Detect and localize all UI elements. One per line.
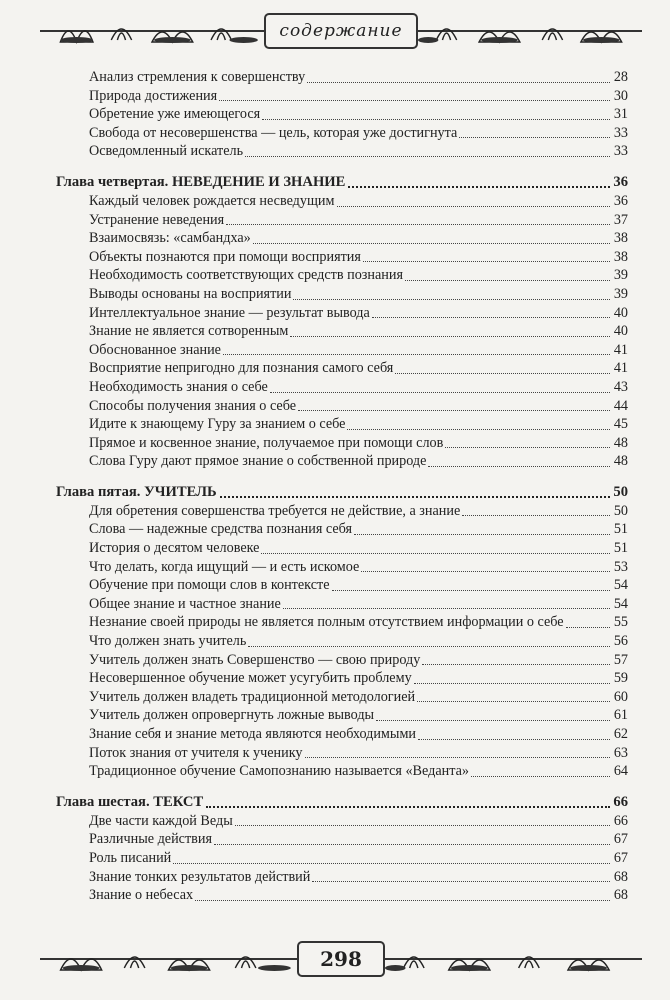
toc-entry: [56, 192, 628, 211]
leader-dots: [348, 186, 610, 188]
toc-entry: [56, 632, 628, 651]
leader-dots: [270, 392, 610, 393]
toc-entry-page: 33: [613, 143, 628, 160]
toc-entry: [56, 539, 628, 558]
toc-entry-label: Учитель должен владеть традиционной методологией: [89, 688, 416, 705]
toc-section: [56, 793, 628, 905]
toc-entry: [56, 762, 628, 781]
toc-entry: [56, 849, 628, 868]
toc-entry: [56, 87, 628, 106]
leader-dots: [307, 82, 610, 83]
toc-entry-label: Осведомленный искатель: [89, 143, 244, 160]
leader-dots: [566, 627, 610, 628]
toc-entry-label: Природа достижения: [89, 87, 218, 104]
leader-dots: [332, 590, 610, 591]
chapter-title: Глава шестая. ТЕКСТ: [56, 793, 204, 810]
toc-entry-page: 67: [613, 849, 628, 866]
toc-entry-page: 63: [613, 744, 628, 761]
chapter-heading: [56, 173, 628, 192]
lotus-ornament-icon: [418, 14, 642, 48]
leader-dots: [214, 844, 610, 845]
toc-entry-label: Роль писаний: [89, 849, 172, 866]
toc-entry: [56, 397, 628, 416]
toc-entry-label: Прямое и косвенное знание, получаемое при помощи слов: [89, 434, 444, 451]
toc-entry-label: Анализ стремления к совершенству: [89, 69, 306, 85]
toc-entry-label: Слова Гуру дают прямое знание о собственной природе: [89, 453, 427, 470]
chapter-page: 36: [613, 173, 628, 190]
toc-entry-label: Знание тонких результатов действий: [89, 868, 311, 885]
chapter-page: 66: [613, 793, 628, 810]
toc-entry: [56, 651, 628, 670]
toc-entry: [56, 68, 628, 87]
toc-entry: [56, 142, 628, 161]
toc-entry-page: 67: [613, 831, 628, 848]
toc-entry-label: Обретение уже имеющегося: [89, 106, 261, 123]
toc-entry: [56, 266, 628, 285]
leader-dots: [262, 119, 610, 120]
toc-entry-page: 45: [613, 416, 628, 433]
toc-entry-page: 41: [613, 360, 628, 377]
chapter-title: Глава четвертая. НЕВЕДЕНИЕ И ЗНАНИЕ: [56, 173, 346, 190]
toc-entry-page: 37: [613, 211, 628, 228]
table-of-contents: [56, 68, 628, 905]
toc-entry-page: 33: [613, 124, 628, 141]
toc-entry-page: 28: [613, 69, 628, 85]
toc-entry: [56, 434, 628, 453]
toc-entry-label: Обоснованное знание: [89, 341, 221, 358]
toc-entry-page: 38: [613, 230, 628, 247]
leader-dots: [195, 900, 610, 901]
toc-section: [56, 173, 628, 471]
leader-dots: [235, 825, 610, 826]
toc-entry-label: Знание не является сотворенным: [89, 323, 289, 340]
toc-entry: [56, 830, 628, 849]
toc-entry-page: 56: [613, 633, 628, 650]
toc-entry-page: 59: [613, 670, 628, 687]
toc-entry: [56, 886, 628, 905]
toc-entry-page: 53: [613, 558, 628, 575]
toc-entry-page: 54: [613, 577, 628, 594]
toc-entry: [56, 520, 628, 539]
toc-entry-page: 51: [613, 521, 628, 538]
toc-entry-label: Идите к знающему Гуру за знанием о себе: [89, 416, 346, 433]
toc-entry-page: 39: [613, 267, 628, 284]
chapter-heading: [56, 793, 628, 812]
toc-section: [56, 68, 628, 161]
toc-entry-page: 55: [613, 614, 628, 631]
toc-entry-page: 54: [613, 595, 628, 612]
toc-entry: [56, 502, 628, 521]
toc-entry-page: 51: [613, 540, 628, 557]
toc-entry-label: Выводы основаны на восприятии: [89, 285, 292, 302]
leader-dots: [293, 299, 610, 300]
leader-dots: [312, 881, 610, 882]
toc-entry-label: Общее знание и частное знание: [89, 595, 281, 612]
leader-dots: [223, 354, 610, 355]
toc-entry-page: 57: [613, 651, 628, 668]
toc-entry-label: Две части каждой Веды: [89, 812, 233, 829]
toc-entry: [56, 725, 628, 744]
toc-entry-label: Что делать, когда ищущий — и есть искомое: [89, 558, 360, 575]
toc-entry-label: Знание себя и знание метода являются необходимыми: [89, 726, 417, 742]
toc-entry: [56, 706, 628, 725]
toc-entry-page: 68: [613, 887, 628, 904]
lotus-ornament-icon: [40, 14, 264, 48]
toc-entry-label: Способы получения знания о себе: [89, 397, 297, 414]
leader-dots: [459, 137, 610, 138]
leader-dots: [376, 720, 610, 721]
leader-dots: [337, 206, 611, 207]
page-header-title: содержание: [264, 13, 418, 49]
leader-dots: [471, 776, 610, 777]
toc-entry-page: 41: [613, 341, 628, 358]
leader-dots: [414, 683, 610, 684]
leader-dots: [305, 757, 610, 758]
leader-dots: [173, 863, 610, 864]
leader-dots: [405, 280, 610, 281]
leader-dots: [347, 429, 610, 430]
toc-entry: [56, 744, 628, 763]
toc-entry: [56, 595, 628, 614]
toc-entry: [56, 415, 628, 434]
toc-entry: [56, 688, 628, 707]
leader-dots: [206, 806, 610, 808]
toc-entry-page: 44: [613, 397, 628, 414]
toc-entry: [56, 558, 628, 577]
toc-section: [56, 483, 628, 781]
toc-entry-page: 48: [613, 453, 628, 470]
leader-dots: [372, 317, 610, 318]
leader-dots: [361, 571, 610, 572]
header-band: [40, 14, 642, 48]
page-number: 298: [297, 941, 385, 977]
chapter-page: 50: [613, 483, 628, 500]
chapter-heading: [56, 483, 628, 502]
toc-entry-label: Обучение при помощи слов в контексте: [89, 577, 330, 594]
leader-dots: [363, 261, 610, 262]
toc-entry: [56, 304, 628, 323]
toc-entry: [56, 669, 628, 688]
toc-entry-label: Знание о небесах: [89, 887, 194, 904]
toc-entry-page: 40: [613, 323, 628, 340]
leader-dots: [261, 553, 610, 554]
toc-entry: [56, 613, 628, 632]
lotus-ornament-icon: [385, 942, 642, 976]
footer-band: [40, 942, 642, 976]
toc-entry: [56, 378, 628, 397]
toc-entry-page: 50: [613, 502, 628, 519]
toc-entry: [56, 359, 628, 378]
toc-entry-page: 40: [613, 304, 628, 321]
toc-entry: [56, 211, 628, 230]
toc-entry-page: 38: [613, 248, 628, 265]
leader-dots: [298, 410, 610, 411]
toc-entry-page: 30: [613, 87, 628, 104]
toc-entry-label: Необходимость соответствующих средств познания: [89, 267, 404, 284]
toc-entry: [56, 322, 628, 341]
leader-dots: [245, 156, 610, 157]
leader-dots: [253, 243, 610, 244]
toc-entry-page: 43: [613, 378, 628, 395]
leader-dots: [290, 336, 610, 337]
toc-entry-page: 39: [613, 285, 628, 302]
toc-entry: [56, 576, 628, 595]
toc-entry-label: Устранение неведения: [89, 211, 225, 228]
leader-dots: [220, 496, 611, 498]
leader-dots: [418, 739, 610, 740]
leader-dots: [283, 608, 610, 609]
toc-entry-page: 31: [613, 106, 628, 123]
toc-entry-page: 66: [613, 812, 628, 829]
chapter-title: Глава пятая. УЧИТЕЛЬ: [56, 483, 217, 500]
toc-entry-label: Взаимосвязь: «самбандха»: [89, 230, 251, 247]
toc-entry-label: Объекты познаются при помощи восприятия: [89, 248, 361, 265]
leader-dots: [219, 100, 610, 101]
toc-entry-label: Учитель должен знать Совершенство — свою природу: [89, 651, 421, 668]
toc-entry: [56, 248, 628, 267]
leader-dots: [354, 534, 610, 535]
toc-entry-page: 60: [613, 688, 628, 705]
toc-entry-label: Что должен знать учитель: [89, 633, 247, 650]
toc-entry-page: 61: [613, 707, 628, 724]
toc-entry-label: Поток знания от учителя к ученику: [89, 744, 303, 761]
toc-entry-page: 36: [613, 192, 628, 209]
leader-dots: [248, 646, 610, 647]
toc-entry: [56, 285, 628, 304]
toc-entry-label: Различные действия: [89, 831, 212, 848]
toc-entry-label: Восприятие непригодно для познания самого себя: [89, 360, 394, 377]
toc-entry-label: Незнание своей природы не является полным отсутствием информации о себе: [89, 614, 564, 631]
toc-entry-page: 68: [613, 868, 628, 885]
lotus-ornament-icon: [40, 942, 297, 976]
toc-entry-label: Интеллектуальное знание — результат вывода: [89, 304, 370, 321]
leader-dots: [226, 224, 610, 225]
toc-entry-label: Каждый человек рождается несведущим: [89, 192, 335, 209]
toc-entry: [56, 105, 628, 124]
toc-entry-page: 62: [613, 726, 628, 742]
leader-dots: [462, 515, 610, 516]
toc-entry-page: 64: [613, 763, 628, 780]
toc-entry-label: Несовершенное обучение может усугубить проблему: [89, 670, 412, 687]
toc-entry: [56, 452, 628, 471]
toc-entry: [56, 229, 628, 248]
toc-entry-label: Свобода от несовершенства — цель, которая уже достигнута: [89, 124, 458, 141]
toc-entry-label: Учитель должен опровергнуть ложные выводы: [89, 707, 375, 724]
toc-entry: [56, 124, 628, 143]
toc-entry-page: 48: [613, 434, 628, 451]
toc-entry-label: История о десятом человеке: [89, 540, 260, 557]
toc-entry: [56, 868, 628, 887]
leader-dots: [422, 664, 610, 665]
toc-entry: [56, 341, 628, 360]
toc-entry-label: Для обретения совершенства требуется не действие, а знание: [89, 502, 461, 519]
leader-dots: [445, 447, 610, 448]
toc-entry: [56, 812, 628, 831]
toc-entry-label: Необходимость знания о себе: [89, 378, 268, 395]
leader-dots: [428, 466, 610, 467]
leader-dots: [395, 373, 610, 374]
leader-dots: [417, 701, 610, 702]
toc-entry-label: Традиционное обучение Самопознанию называется «Веданта»: [89, 763, 469, 780]
toc-entry-label: Слова — надежные средства познания себя: [89, 521, 353, 538]
